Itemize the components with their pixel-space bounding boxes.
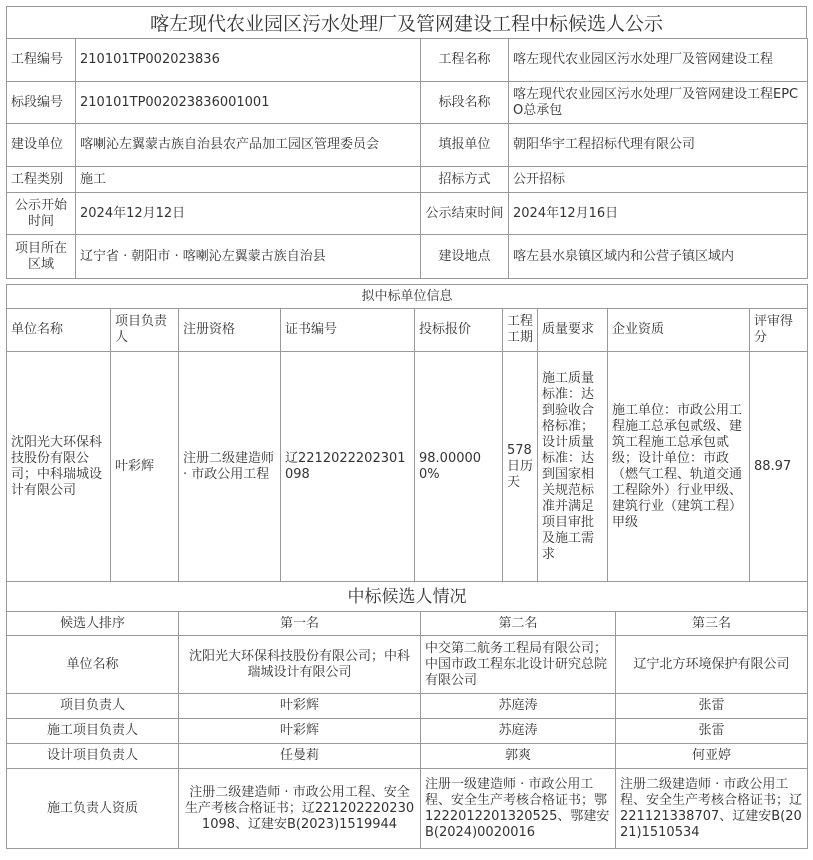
- winner-price: 98.000000%: [415, 352, 503, 582]
- qual-1: 注册二级建造师 · 市政公用工程、安全生产考核合格证书；辽2212022202301098、辽建安B(2023)1519944: [179, 769, 421, 849]
- page-title: 喀左现代农业园区污水处理厂及管网建设工程中标候选人公示: [6, 6, 807, 38]
- project-name: 喀左现代农业园区污水处理厂及管网建设工程: [509, 39, 808, 82]
- unit-label: 单位名称: [7, 636, 179, 694]
- manager-label: 项目负责人: [7, 694, 179, 719]
- header-manager: 项目负责人: [111, 309, 179, 352]
- section-name-label: 标段名称: [421, 82, 509, 124]
- winner-quality: 施工质量标准：达到验收合格标准；设计质量标准：达到国家相关规范标准并满足项目审批及施工需求: [538, 352, 608, 582]
- type: 施工: [76, 167, 421, 193]
- qual-3: 注册二级建造师 · 市政公用工程、安全生产考核合格证书；辽221121338707、辽建安B(2021)1510534: [616, 769, 808, 849]
- design-manager-3: 何亚婷: [616, 744, 808, 769]
- winner-section-title: 拟中标单位信息: [7, 285, 808, 309]
- site-label: 建设地点: [421, 235, 509, 279]
- unit-3: 辽宁北方环境保护有限公司: [616, 636, 808, 694]
- construct-manager-2: 苏庭涛: [421, 719, 616, 744]
- section-no: 210101TP002023836001001: [76, 82, 421, 124]
- candidates-title: 中标候选人情况: [7, 582, 808, 612]
- start-date: 2024年12月12日: [76, 193, 421, 235]
- manager-2: 苏庭涛: [421, 694, 616, 719]
- project-no-label: 工程编号: [7, 39, 76, 82]
- project-no: 210101TP002023836: [76, 39, 421, 82]
- region: 辽宁省 · 朝阳市 · 喀喇沁左翼蒙古族自治县: [76, 235, 421, 279]
- region-label: 项目所在区域: [7, 235, 76, 279]
- header-unit: 单位名称: [7, 309, 111, 352]
- section-no-label: 标段编号: [7, 82, 76, 124]
- manager-3: 张雷: [616, 694, 808, 719]
- construct-manager-1: 叶彩辉: [179, 719, 421, 744]
- winner-unit: 沈阳光大环保科技股份有限公司；中科瑞城设计有限公司: [7, 352, 111, 582]
- header-qualification: 注册资格: [179, 309, 281, 352]
- candidates-table: [6, 581, 808, 849]
- section-name: 喀左现代农业园区污水处理厂及管网建设工程EPCO总承包: [509, 82, 808, 124]
- winner-table: [6, 284, 808, 582]
- qual-2: 注册一级建造师 · 市政公用工程、安全生产考核合格证书；鄂1222012201320525、鄂建安B(2024)0020016: [421, 769, 616, 849]
- winner-qualification: 注册二级建造师 · 市政公用工程: [179, 352, 281, 582]
- manager-1: 叶彩辉: [179, 694, 421, 719]
- winner-cert: 辽2212022202301098: [281, 352, 415, 582]
- winner-manager: 叶彩辉: [111, 352, 179, 582]
- builder: 喀喇沁左翼蒙古族自治县农产品加工园区管理委员会: [76, 124, 421, 167]
- design-manager-1: 任曼莉: [179, 744, 421, 769]
- rank-2: 第二名: [421, 612, 616, 636]
- header-company-qual: 企业资质: [608, 309, 750, 352]
- end-date: 2024年12月16日: [509, 193, 808, 235]
- project-name-label: 工程名称: [421, 39, 509, 82]
- qual-label: 施工负责人资质: [7, 769, 179, 849]
- type-label: 工程类别: [7, 167, 76, 193]
- reporter: 朝阳华宇工程招标代理有限公司: [509, 124, 808, 167]
- design-manager-2: 郭爽: [421, 744, 616, 769]
- construct-manager-3: 张雷: [616, 719, 808, 744]
- bid-method-label: 招标方式: [421, 167, 509, 193]
- header-price: 投标报价: [415, 309, 503, 352]
- unit-1: 沈阳光大环保科技股份有限公司；中科瑞城设计有限公司: [179, 636, 421, 694]
- rank-3: 第三名: [616, 612, 808, 636]
- rank-label: 候选人排序: [7, 612, 179, 636]
- winner-score: 88.97: [750, 352, 808, 582]
- winner-period: 578日历天: [503, 352, 538, 582]
- header-cert: 证书编号: [281, 309, 415, 352]
- construct-manager-label: 施工项目负责人: [7, 719, 179, 744]
- header-period: 工程工期: [503, 309, 538, 352]
- builder-label: 建设单位: [7, 124, 76, 167]
- header-score: 评审得分: [750, 309, 808, 352]
- bid-method: 公开招标: [509, 167, 808, 193]
- rank-1: 第一名: [179, 612, 421, 636]
- reporter-label: 填报单位: [421, 124, 509, 167]
- header-quality: 质量要求: [538, 309, 608, 352]
- project-info-table: [6, 38, 808, 279]
- table-row: [7, 352, 808, 582]
- start-label: 公示开始时间: [7, 193, 76, 235]
- winner-company-qual: 施工单位：市政公用工程施工总承包贰级、建筑工程施工总承包贰级；设计单位：市政（燃气工程、轨道交通工程除外）行业甲级、建筑行业（建筑工程）甲级: [608, 352, 750, 582]
- site: 喀左县水泉镇区域内和公营子镇区域内: [509, 235, 808, 279]
- unit-2: 中交第二航务工程局有限公司；中国市政工程东北设计研究总院有限公司: [421, 636, 616, 694]
- design-manager-label: 设计项目负责人: [7, 744, 179, 769]
- end-label: 公示结束时间: [421, 193, 509, 235]
